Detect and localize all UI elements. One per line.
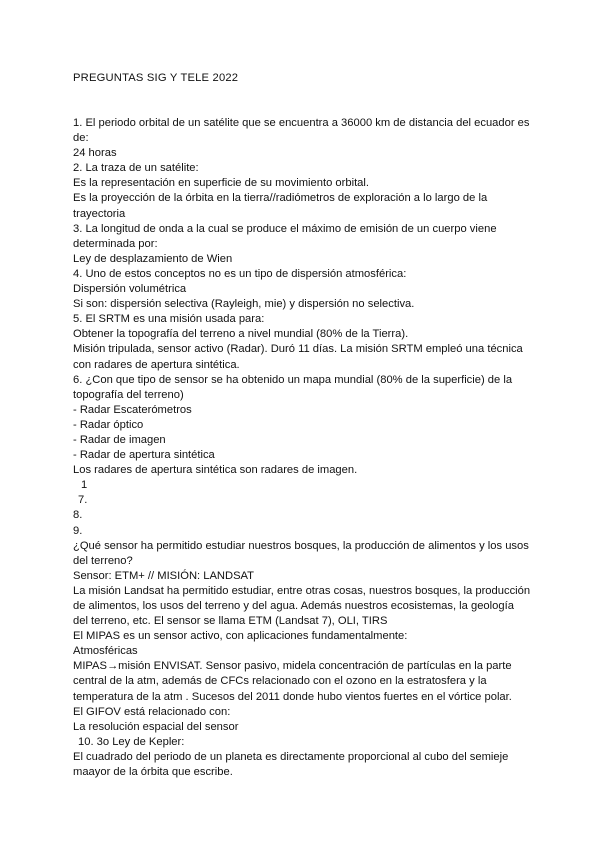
text-line: Sensor: ETM+ // MISIÓN: LANDSAT: [73, 569, 255, 582]
text-line: Es la proyección de la órbita en la tierra//radiómetros de exploración a lo largo de la: [73, 192, 488, 205]
list-marker: 9.: [73, 524, 83, 537]
document-title: PREGUNTAS SIG Y TELE 2022: [73, 72, 239, 84]
text-line: Si son: dispersión selectiva (Rayleigh, mie) y dispersión no selectiva.: [73, 298, 415, 311]
text-line: ¿Qué sensor ha permitido estudiar nuestros bosques, la producción de alimentos y los usos: [73, 539, 529, 552]
text-line: determinada por:: [73, 237, 158, 250]
text-line: Atmosféricas: [73, 645, 138, 658]
list-marker: 7.: [78, 494, 88, 507]
text-line: temperatura de la atm . Sucesos del 2011 donde hubo vientos fuertes en el vórtice polar.: [73, 690, 512, 703]
list-marker: 8.: [73, 509, 83, 522]
text-line: - Radar de imagen: [73, 433, 166, 446]
text-line: Obtener la topografía del terreno a nivel mundial (80% de la Tierra).: [73, 328, 409, 341]
text-line: La misión Landsat ha permitido estudiar, entre otras cosas, nuestros bosques, la producción: [73, 584, 531, 597]
text-line: 10. 3o Ley de Kepler:: [78, 735, 185, 748]
text-line: de:: [73, 132, 89, 145]
text-line: - Radar Escaterómetros: [73, 403, 192, 416]
text-line: El cuadrado del periodo de un planeta es directamente proporcional al cubo del semieje: [73, 750, 509, 763]
text-line: Los radares de apertura sintética son radares de imagen.: [73, 464, 358, 477]
text-line: Dispersión volumétrica: [73, 283, 187, 296]
text-line: - Radar de apertura sintética: [73, 449, 215, 462]
text-line: con radares de apertura sintética.: [73, 358, 240, 371]
text-line: Misión tripulada, sensor activo (Radar). Duró 11 días. La misión SRTM empleó una técnica: [73, 343, 523, 356]
text-line: 5. El SRTM es una misión usada para:: [73, 313, 265, 326]
text-line: 2. La traza de un satélite:: [73, 162, 199, 175]
text-line: 3. La longitud de onda a la cual se produce el máximo de emisión de un cuerpo viene: [73, 222, 497, 235]
text-line: topografía del terreno): [73, 388, 184, 401]
text-line: trayectoria: [73, 207, 126, 220]
text-line: 24 horas: [73, 147, 117, 160]
text-line: 6. ¿Con que tipo de sensor se ha obtenido un mapa mundial (80% de la superficie) de la: [73, 373, 513, 386]
text-line: de alimentos, los usos del terreno y del agua. Además nuestros ecosistemas, la geología: [73, 600, 514, 612]
text-line: El GIFOV está relacionado con:: [73, 705, 231, 718]
text-line: central de la atm, además de CFCs relacionado con el ozono en la estratosfera y la: [73, 675, 487, 688]
text-line: del terreno, etc. El sensor se llama ETM (Landsat 7), OLI, TIRS: [73, 615, 388, 628]
text-line: 4. Uno de estos conceptos no es un tipo de dispersión atmosférica:: [73, 267, 407, 280]
text-line: Es la representación en superficie de su movimiento orbital.: [73, 177, 369, 190]
text-line: maayor de la órbita que escribe.: [73, 766, 233, 779]
list-marker: 1: [81, 479, 88, 492]
text-line: del terreno?: [73, 554, 133, 567]
text-line: MIPAS→misión ENVISAT. Sensor pasivo, midela concentración de partículas en la parte: [73, 660, 512, 673]
text-line: La resolución espacial del sensor: [73, 720, 239, 733]
text-line: 1. El periodo orbital de un satélite que se encuentra a 36000 km de distancia del ecuador es: [73, 117, 530, 129]
text-line: Ley de desplazamiento de Wien: [73, 252, 233, 265]
text-line: - Radar óptico: [73, 418, 144, 431]
document-body: [73, 116, 538, 780]
text-line: El MIPAS es un sensor activo, con aplicaciones fundamentalmente:: [73, 630, 408, 643]
